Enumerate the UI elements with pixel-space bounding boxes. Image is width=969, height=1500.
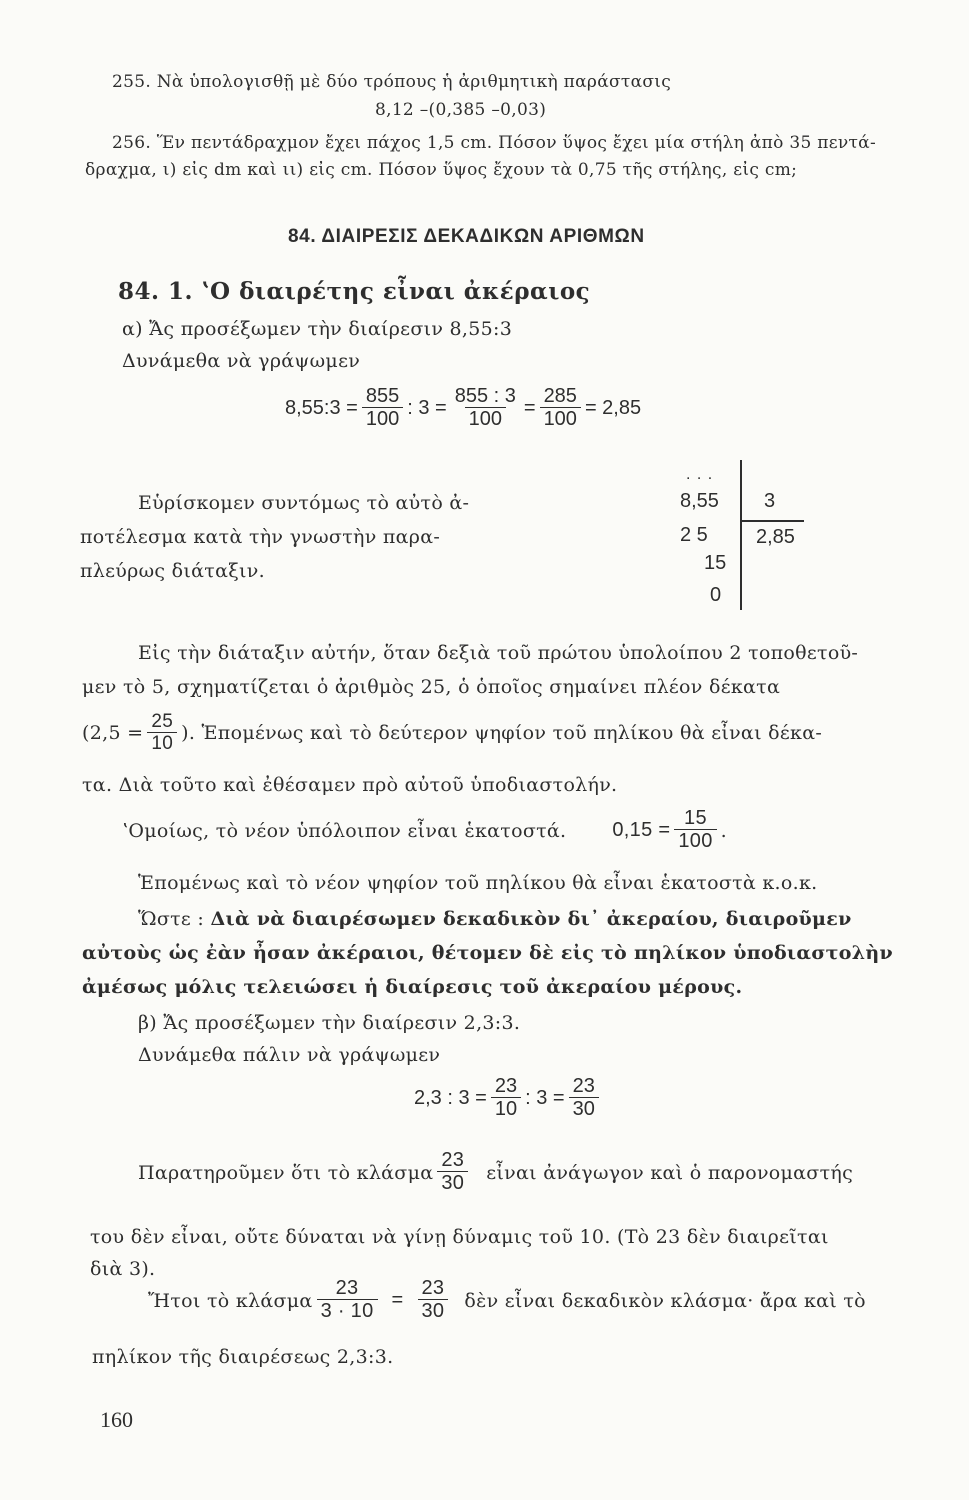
- observation-prefix: Παρατηροῦμεν ὅτι τὸ κλάσμα: [138, 1161, 434, 1184]
- rule-prefix: Ὥστε :: [138, 908, 205, 930]
- fraction-15-100: [674, 808, 716, 853]
- explanation-line-2: ποτέλεσμα κατὰ τὴν γνωστὴν παρα-: [80, 526, 441, 548]
- fraction-denominator: 100: [674, 829, 716, 853]
- observation-suffix: εἶναι ἀνάγωγον καὶ ὁ παρονομαστής: [486, 1161, 854, 1184]
- paragraph-line-1: Εἰς τὴν διάταξιν αὐτήν, ὅταν δεξιὰ τοῦ πρώτου ὑπολοίπου 2 τοποθετοῦ-: [138, 642, 859, 664]
- fraction-23-30-final: [418, 1278, 449, 1323]
- division-remainder-3: 0: [710, 584, 722, 606]
- part-a-intro: α) Ἄς προσέξωμεν τὴν διαίρεσιν 8,55:3: [122, 318, 513, 340]
- fraction-numerator: 855 : 3: [454, 385, 516, 407]
- paragraph-line-5-value: 0,15 =: [612, 819, 671, 841]
- equation-a-result: = 2,85: [584, 397, 642, 419]
- paragraph-line-5-text: ʽΟμοίως, τὸ νέον ὑπόλοιπον εἶναι ἑκατοστά.: [122, 819, 567, 842]
- rule-line-2: αὐτοὺς ὡς ἐὰν ἦσαν ἀκέραιοι, θέτομεν δὲ εἰς τὸ πηλίκον ὑποδιαστολὴν: [82, 942, 893, 964]
- fraction-numerator: 23: [335, 1277, 359, 1299]
- page-number: 160: [100, 1407, 133, 1432]
- paragraph-line-5: [122, 808, 727, 853]
- division-vertical-line: [740, 460, 742, 610]
- conclusion-line-1: [148, 1278, 866, 1323]
- fraction-numerator: 23: [572, 1075, 595, 1097]
- rule-line-1: [138, 908, 852, 930]
- fraction-denominator: 30: [437, 1171, 468, 1195]
- fraction-23-30: [569, 1076, 599, 1121]
- conclusion-line-2: πηλίκον τῆς διαιρέσεως 2,3:3.: [92, 1346, 394, 1368]
- fraction-25-10: [147, 712, 177, 755]
- equation-b-lhs: 2,3 : 3 =: [414, 1087, 487, 1109]
- conclusion-suffix: δὲν εἶναι δεκαδικὸν κλάσμα· ἄρα καὶ τὸ: [464, 1289, 866, 1312]
- equation-a: [285, 386, 641, 431]
- paragraph-line-6: Ἑπομένως καὶ τὸ νέον ψηφίον τοῦ πηλίκου θὰ εἶναι ἑκατοστὰ κ.ο.κ.: [138, 872, 818, 894]
- observation-line-3: διὰ 3).: [90, 1258, 156, 1280]
- exercise-256-line-1: 256. Ἕν πεντάδραχμον ἔχει πάχος 1,5 cm. Πόσον ὕψος ἔχει μία στήλη ἀπὸ 35 πεντά-: [112, 133, 877, 153]
- exercise-255-text: 255. Νὰ ὑπολογισθῇ μὲ δύο τρόπους ἡ ἀριθμητικὴ παράστασις: [112, 72, 672, 92]
- paragraph-line-4: τα. Διὰ τοῦτο καὶ ἐθέσαμεν πρὸ αὐτοῦ ὑποδιαστολήν.: [82, 774, 618, 796]
- exercise-255-expression: 8,12 –(0,385 –0,03): [375, 100, 547, 120]
- exercise-256-line-2: δραχμα, ι) εἰς dm καὶ ιι) εἰς cm. Πόσον ὕψος ἔχουν τὰ 0,75 τῆς στήλης, εἰς cm;: [85, 160, 798, 180]
- part-b-intro: β) Ἄς προσέξωμεν τὴν διαίρεσιν 2,3:3.: [138, 1012, 521, 1034]
- paragraph-line-3-suffix: ). Ἑπομένως καὶ τὸ δεύτερον ψηφίον τοῦ πηλίκου θὰ εἶναι δέκα-: [181, 722, 823, 745]
- fraction-numerator: 23: [421, 1277, 445, 1299]
- observation-line-1: [138, 1150, 853, 1195]
- fraction-denominator: 10: [147, 732, 177, 755]
- paragraph-line-3-prefix: (2,5 =: [82, 722, 144, 745]
- fraction-23-3x10: [317, 1278, 378, 1323]
- fraction-numerator: 15: [684, 807, 707, 829]
- division-remainder-2: 15: [704, 552, 727, 574]
- fraction-numerator: 23: [441, 1149, 465, 1171]
- fraction-denominator: 10: [491, 1097, 521, 1121]
- observation-line-2: του δὲν εἶναι, οὔτε δύναται νὰ γίνῃ δύναμις τοῦ 10. (Τὸ 23 δὲν διαιρεῖται: [90, 1226, 829, 1248]
- division-horizontal-line: [742, 520, 804, 522]
- division-dividend: 8,55: [680, 490, 719, 512]
- division-quotient: 2,85: [756, 526, 795, 548]
- fraction-23-10: [491, 1076, 521, 1121]
- conclusion-prefix: Ἤτοι τὸ κλάσμα: [148, 1289, 313, 1312]
- conclusion-equals: =: [391, 1289, 404, 1311]
- fraction-denominator: 30: [418, 1299, 449, 1323]
- fraction-855-3-100: [451, 386, 520, 431]
- part-a-line-2: Δυνάμεθα νὰ γράψωμεν: [122, 350, 361, 372]
- equation-a-lhs: 8,55:3 =: [285, 397, 358, 419]
- fraction-23-30-inline: [437, 1150, 468, 1195]
- rule-line-3: ἀμέσως μόλις τελειώσει ἡ διαίρεσις τοῦ ἀκεραίου μέρους.: [82, 976, 743, 998]
- rule-text-1: Διὰ νὰ διαιρέσωμεν δεκαδικὸν δι᾽ ἀκεραίου, διαιροῦμεν: [210, 908, 852, 930]
- fraction-numerator: 25: [151, 711, 174, 732]
- part-b-line-2: Δυνάμεθα πάλιν νὰ γράψωμεν: [138, 1044, 441, 1066]
- paragraph-line-3: [82, 712, 822, 755]
- fraction-285-100: [540, 386, 581, 431]
- explanation-line-3: πλεύρως διάταξιν.: [80, 560, 265, 582]
- fraction-numerator: 285: [543, 385, 577, 407]
- subsection-heading: 84. 1. ʽΟ διαιρέτης εἶναι ἀκέραιος: [118, 278, 591, 305]
- equation-a-mid-2: =: [523, 397, 536, 419]
- fraction-denominator: 30: [569, 1097, 599, 1121]
- equation-b-mid: : 3 =: [525, 1087, 565, 1109]
- fraction-denominator: 3 · 10: [317, 1299, 378, 1323]
- fraction-denominator: 100: [540, 407, 581, 431]
- division-remainder-1: 2 5: [680, 524, 708, 546]
- fraction-denominator: 100: [465, 407, 506, 431]
- paragraph-line-5-period: .: [720, 819, 727, 842]
- fraction-numerator: 23: [494, 1075, 518, 1097]
- equation-b: [414, 1076, 603, 1121]
- equation-a-mid-1: : 3 =: [407, 397, 447, 419]
- fraction-numerator: 855: [365, 385, 400, 407]
- explanation-line-1: Εὑρίσκομεν συντόμως τὸ αὐτὸ ἀ-: [138, 492, 470, 514]
- fraction-855-100: [362, 386, 403, 431]
- division-divisor: 3: [764, 490, 776, 512]
- fraction-denominator: 100: [362, 407, 403, 431]
- section-heading: 84. ΔΙΑΙΡΕΣΙΣ ΔΕΚΑΔΙΚΩΝ ΑΡΙΘΜΩΝ: [288, 226, 645, 247]
- division-dots: . . .: [686, 466, 714, 483]
- paragraph-line-2: μεν τὸ 5, σχηματίζεται ὁ ἀριθμὸς 25, ὁ ὁποῖος σημαίνει πλέον δέκατα: [82, 676, 781, 698]
